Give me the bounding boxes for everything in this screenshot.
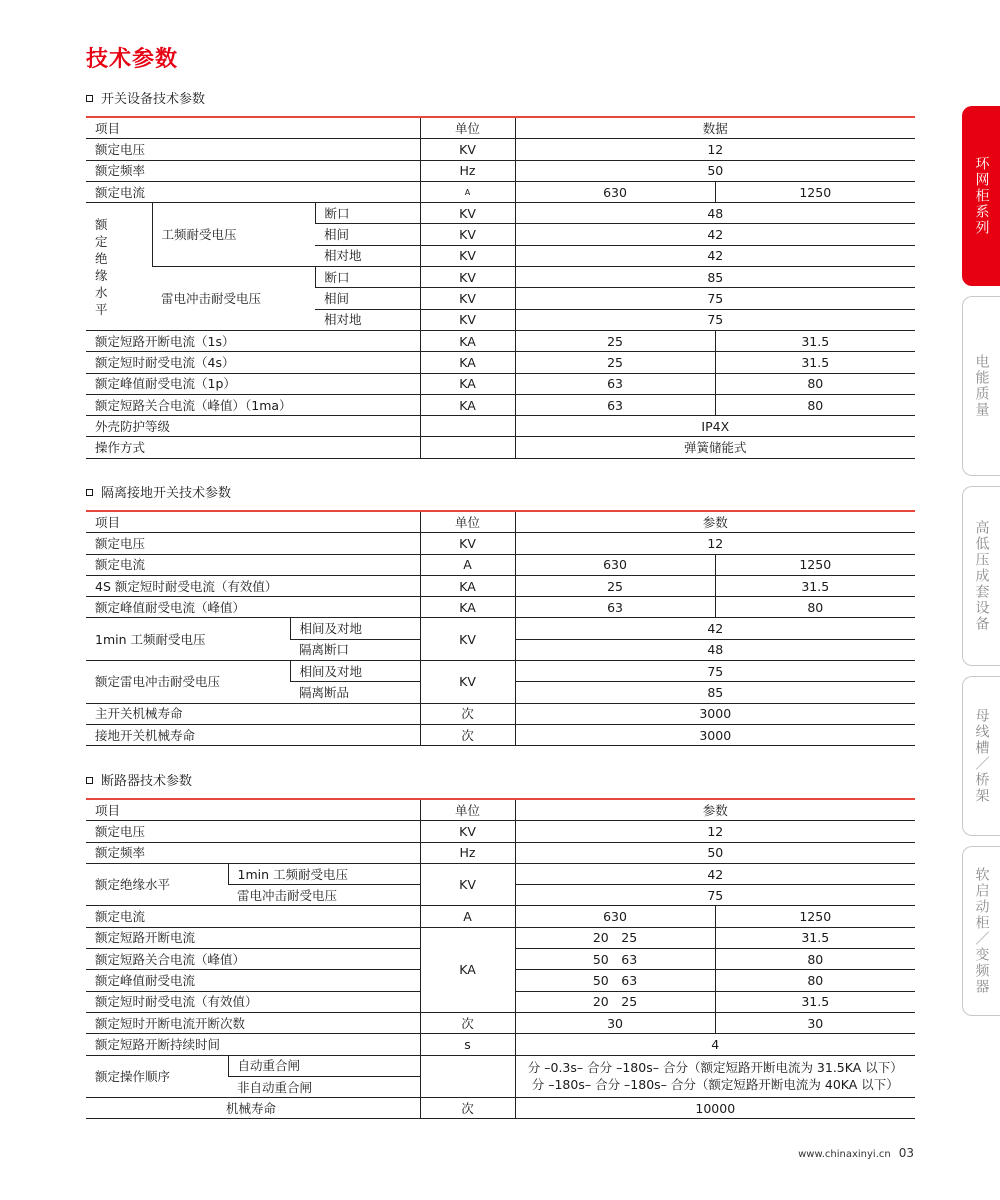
table-row: 额定短路开断持续时间 s 4 [86, 1034, 915, 1055]
lightning-impulse-label: 额定雷电冲击耐受电压 [86, 661, 290, 704]
table-row: 额定峰值耐受电流 50 63 80 [86, 970, 915, 991]
side-tab-ring-main-unit[interactable]: 环网柜系列 [962, 106, 1000, 286]
table-row: 额定操作顺序 自动重合闸 分 –0.3s– 合分 –180s– 合分（额定短路开断电流为 31.5KA 以下） 分 –180s– 合分 –180s– 合分（额定短路开断电流为 40KA 以下） [86, 1055, 915, 1076]
table-row: 雷电冲击耐受电压 75 [86, 885, 915, 906]
section-title-breaker: 断路器技术参数 [86, 770, 192, 789]
table-row: 操作方式 弹簧储能式 [86, 437, 915, 458]
square-bullet-icon [86, 489, 93, 496]
table-row: 额定频率 Hz 50 [86, 160, 915, 181]
table-row: 机械寿命 次 10000 [86, 1098, 915, 1119]
table-row: 相间 KV 42 [86, 224, 915, 245]
auto-reclose-sequence: 分 –0.3s– 合分 –180s– 合分（额定短路开断电流为 31.5KA 以下） [527, 1060, 903, 1076]
section-title-switchgear: 开关设备技术参数 [86, 88, 205, 107]
table-row: 额定电压 KV 12 [86, 139, 915, 160]
lightning-impulse-label: 雷电冲击耐受电压 [152, 267, 315, 331]
table-row: 额定短路关合电流（峰值）（1ma） KA 63 80 [86, 394, 915, 415]
table-row: 额定电流 A 630 1250 [86, 554, 915, 575]
table-row: 额定峰值耐受电流（峰值） KA 63 80 [86, 597, 915, 618]
table-row: 额定绝缘水平 工频耐受电压 断口 KV 48 [86, 203, 915, 224]
side-tab-power-quality[interactable]: 电能质量 [962, 296, 1000, 476]
table-row: 1min 工频耐受电压 相间及对地 KV 42 [86, 618, 915, 639]
table-header-row: 项目 单位 数据 [86, 117, 915, 139]
insulation-level-label: 额定绝缘水平 [95, 216, 108, 317]
table-row: 额定短路开断电流 KA 20 25 31.5 [86, 927, 915, 948]
table-row: 外壳防护等级 IP4X [86, 416, 915, 437]
table-row: 额定短时开断电流开断次数 次 30 30 [86, 1012, 915, 1033]
table-row: 接地开关机械寿命 次 3000 [86, 724, 915, 745]
page-title: 技术参数 [86, 47, 179, 72]
page-number: 03 [898, 1146, 914, 1160]
side-navigation [960, 0, 1000, 1200]
table-row: 额定电流 A 630 1250 [86, 906, 915, 927]
table-row: 额定短时耐受电流（有效值） 20 25 31.5 [86, 991, 915, 1012]
table-row: 额定短路开断电流（1s） KA 25 31.5 [86, 330, 915, 351]
table-row: 额定绝缘水平 1min 工频耐受电压 KV 42 [86, 863, 915, 884]
operation-sequence-label: 额定操作顺序 [86, 1055, 228, 1098]
table-row: 隔离断品 85 [86, 682, 915, 703]
insulation-level-label: 额定绝缘水平 [86, 863, 228, 906]
table-row: 额定峰值耐受电流（1p） KA 63 80 [86, 373, 915, 394]
square-bullet-icon [86, 777, 93, 784]
table-row: 额定短时耐受电流（4s） KA 25 31.5 [86, 352, 915, 373]
non-auto-reclose-sequence: 分 –180s– 合分 –180s– 合分（额定短路开断电流为 40KA 以下） [531, 1077, 899, 1093]
table-header-row: 项目 单位 参数 [86, 511, 915, 533]
table-row: 隔离断口 48 [86, 639, 915, 660]
table-row: 雷电冲击耐受电压 断口 KV 85 [86, 267, 915, 288]
square-bullet-icon [86, 95, 93, 102]
table-row: 额定电压 KV 12 [86, 533, 915, 554]
table-row: 额定电流 A 630 1250 [86, 181, 915, 202]
table-row: 相对地 KV 42 [86, 245, 915, 266]
table-row: 额定短路关合电流（峰值） 50 63 80 [86, 949, 915, 970]
isolating-switch-spec-table [86, 510, 915, 746]
switchgear-spec-table [86, 116, 915, 459]
table-row: 额定电压 KV 12 [86, 821, 915, 842]
page-footer [798, 1146, 914, 1160]
website-link[interactable]: www.chinaxinyi.cn [798, 1149, 891, 1160]
power-frequency-label: 工频耐受电压 [152, 203, 315, 267]
side-tab-busway[interactable]: 母线槽／桥架 [962, 676, 1000, 836]
circuit-breaker-spec-table [86, 798, 915, 1119]
table-row: 额定雷电冲击耐受电压 相间及对地 KV 75 [86, 661, 915, 682]
table-row: 4S 额定短时耐受电流（有效值） KA 25 31.5 [86, 575, 915, 596]
table-row: 主开关机械寿命 次 3000 [86, 703, 915, 724]
power-frequency-label: 1min 工频耐受电压 [86, 618, 290, 661]
table-row: 额定频率 Hz 50 [86, 842, 915, 863]
side-tab-switchgear-sets[interactable]: 高低压成套设备 [962, 486, 1000, 666]
section-title-isolating: 隔离接地开关技术参数 [86, 482, 231, 501]
table-header-row: 项目 单位 参数 [86, 799, 915, 821]
side-tab-soft-starter[interactable]: 软启动柜／变频器 [962, 846, 1000, 1016]
table-row: 相间 KV 75 [86, 288, 915, 309]
table-row: 相对地 KV 75 [86, 309, 915, 330]
table-row: 非自动重合闸 [86, 1076, 915, 1097]
